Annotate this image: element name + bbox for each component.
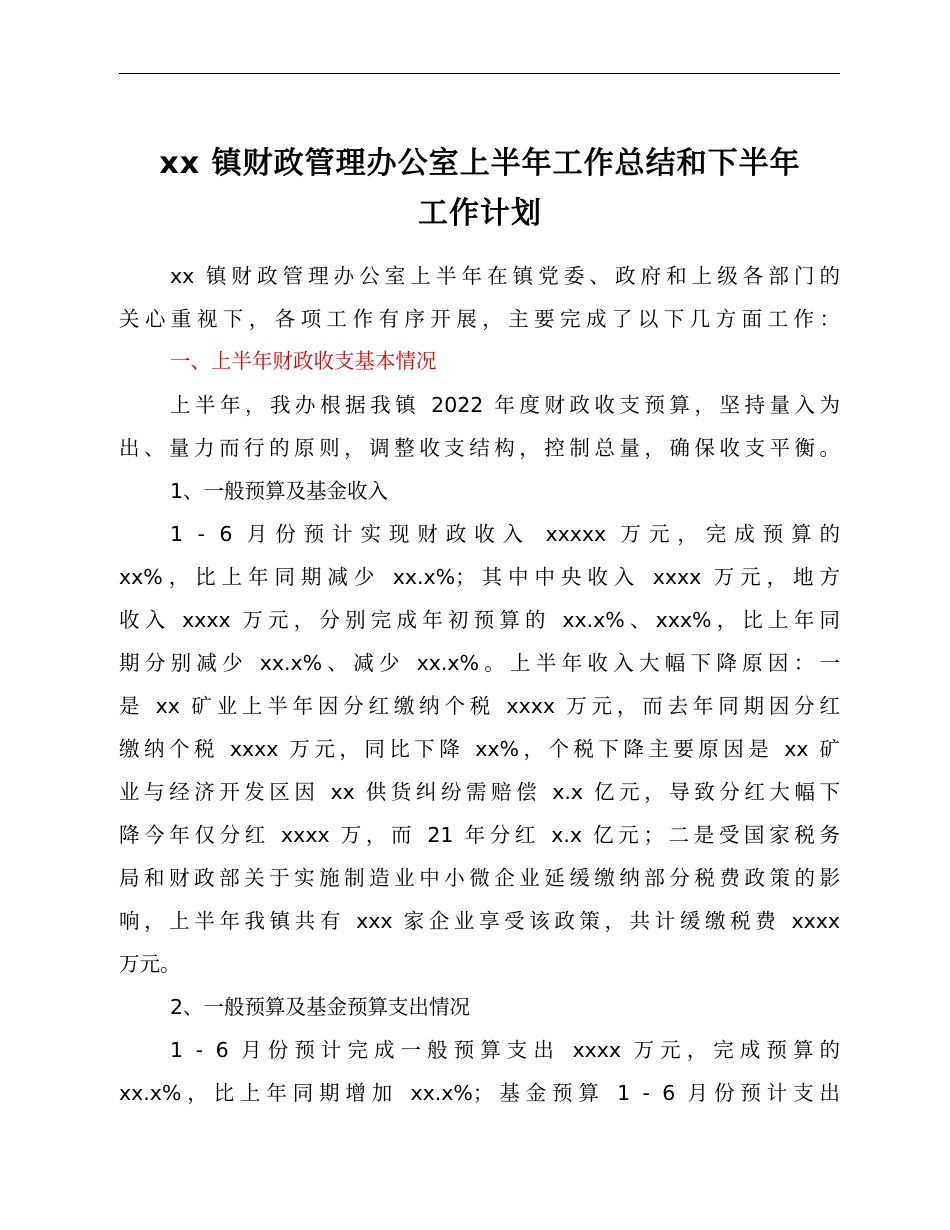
title-line-2: 工作计划 (418, 196, 542, 231)
paragraph-line: 上半年，我办根据我镇 2022 年度财政收支预算，坚持量入为 (170, 393, 840, 417)
paragraph-line: 收入 xxxx 万元，分别完成年初预算的 xx.x%、xxx%，比上年同 (119, 608, 840, 632)
subsection-heading: 2、一般预算及基金预算支出情况 (170, 995, 471, 1019)
paragraph-line: 降今年仅分红 xxxx 万，而 21 年分红 x.x 亿元；二是受国家税务 (119, 823, 840, 847)
paragraph-line: 是 xx 矿业上半年因分红缴纳个税 xxxx 万元，而去年同期因分红 (119, 694, 840, 718)
title-line-1: xx 镇财政管理办公室上半年工作总结和下半年 (159, 146, 801, 181)
section-heading: 一、上半年财政收支基本情况 (170, 349, 437, 373)
paragraph-line: xx%，比上年同期减少 xx.x%；其中中央收入 xxxx 万元，地方 (119, 565, 840, 589)
paragraph-line: 期分别减少 xx.x%、减少 xx.x%。上半年收入大幅下降原因：一 (119, 651, 840, 675)
paragraph-line: 万元。 (119, 952, 181, 976)
header-rule (119, 73, 840, 74)
paragraph-line: 1 - 6 月份预计完成一般预算支出 xxxx 万元，完成预算的 (170, 1038, 840, 1062)
paragraph-line: xx 镇财政管理办公室上半年在镇党委、政府和上级各部门的 (170, 264, 840, 288)
paragraph-line: 响，上半年我镇共有 xxx 家企业享受该政策，共计缓缴税费 xxxx (119, 909, 840, 933)
paragraph-line: 出、量力而行的原则，调整收支结构，控制总量，确保收支平衡。 (119, 436, 840, 460)
subsection-heading: 1、一般预算及基金收入 (170, 479, 389, 503)
paragraph-line: 缴纳个税 xxxx 万元，同比下降 xx%，个税下降主要原因是 xx 矿 (119, 737, 840, 761)
paragraph-line: 局和财政部关于实施制造业中小微企业延缓缴纳部分税费政策的影 (119, 866, 840, 890)
paragraph-line: 业与经济开发区因 xx 供货纠纷需赔偿 x.x 亿元，导致分红大幅下 (119, 780, 840, 804)
paragraph-line: xx.x%，比上年同期增加 xx.x%；基金预算 1 - 6 月份预计支出 (119, 1081, 840, 1105)
paragraph-line: 关心重视下，各项工作有序开展，主要完成了以下几方面工作： (119, 307, 840, 331)
paragraph-line: 1 - 6 月份预计实现财政收入 xxxxx 万元，完成预算的 (170, 522, 840, 546)
